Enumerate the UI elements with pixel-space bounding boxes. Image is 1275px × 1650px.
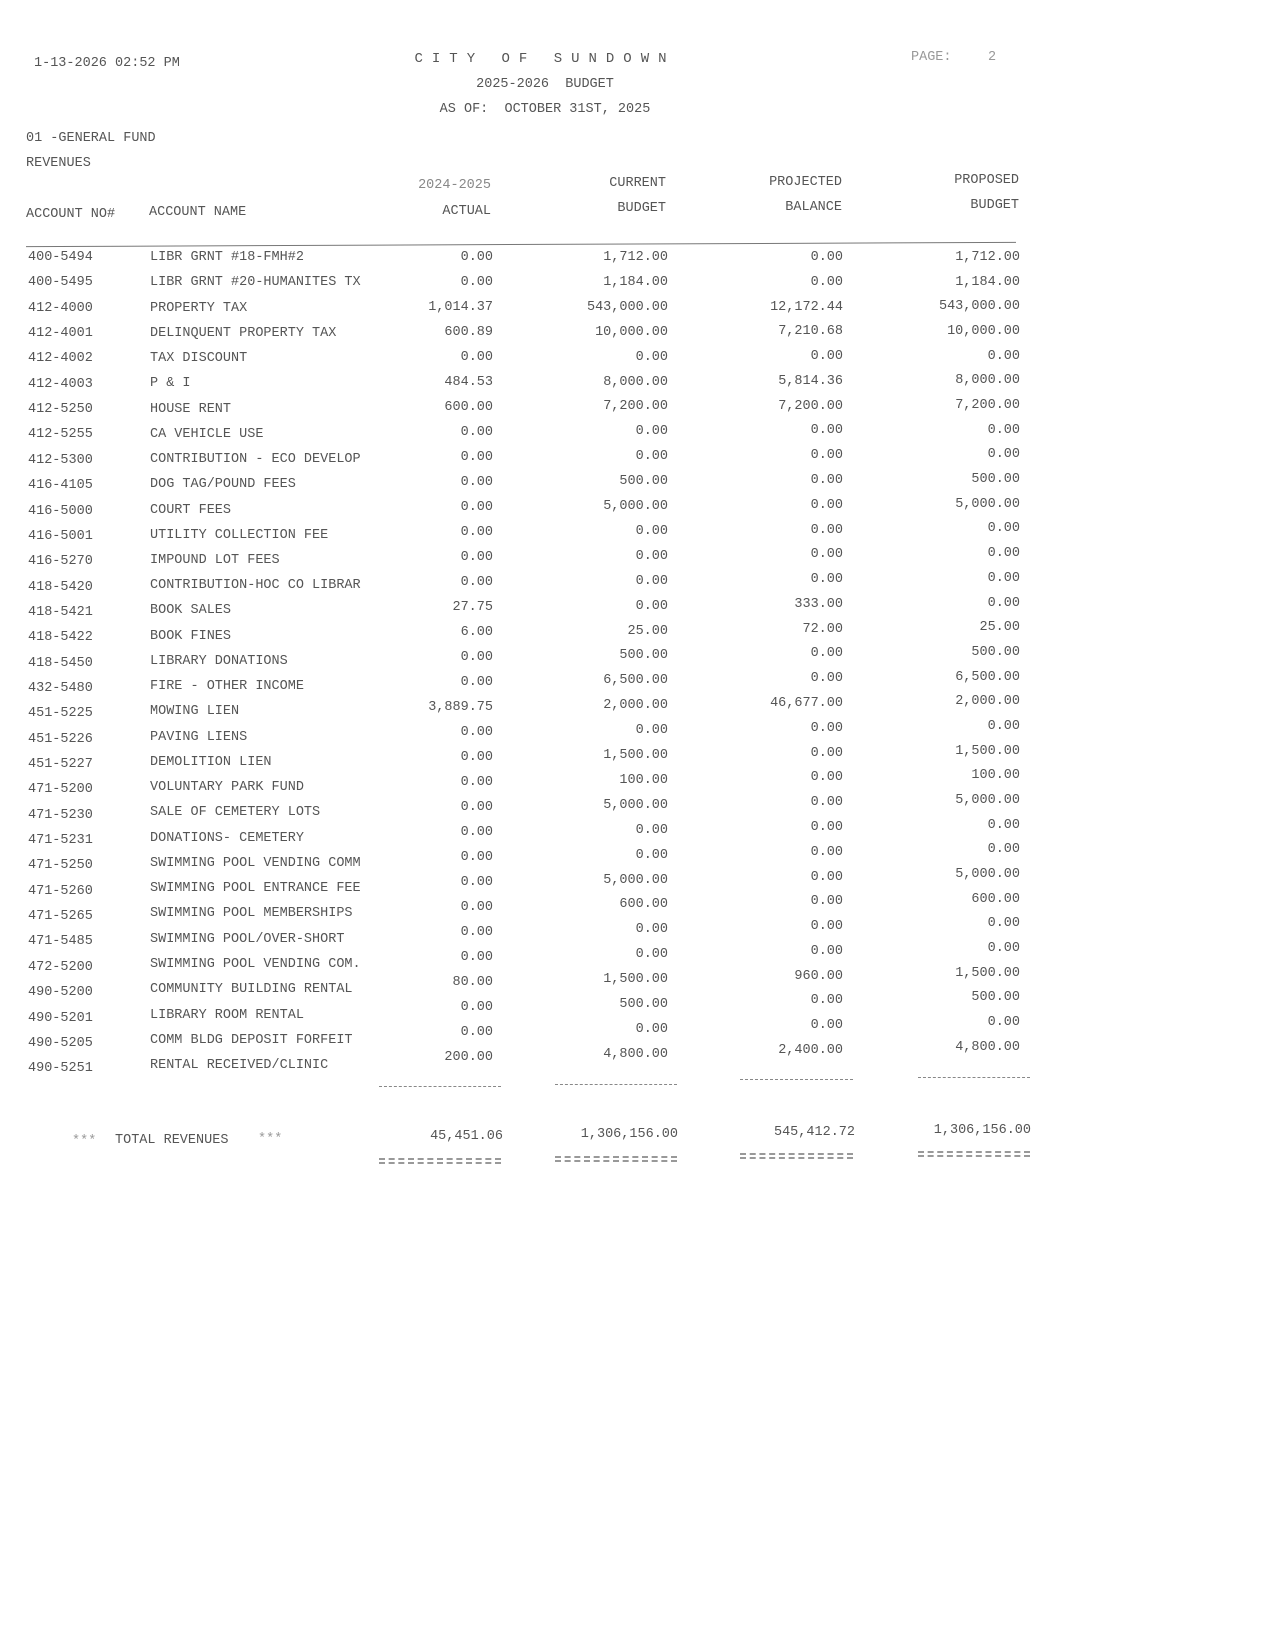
proposed-budget-value: 500.00 [971, 472, 1020, 488]
account-name: SWIMMING POOL/OVER-SHORT [150, 931, 345, 947]
account-no: 451-5226 [28, 731, 93, 747]
proposed-budget-value: 5,000.00 [955, 496, 1020, 512]
actual-value: 600.89 [444, 325, 493, 340]
as-of-date: AS OF: OCTOBER 31ST, 2025 [439, 102, 651, 117]
projected-balance-value: 0.00 [810, 1018, 843, 1034]
account-name: P & I [150, 376, 191, 392]
proposed-budget-value: 1,500.00 [955, 743, 1020, 759]
proposed-budget-value: 0.00 [987, 570, 1020, 586]
projected-balance-value: 0.00 [810, 547, 843, 563]
projected-balance-value: 0.00 [810, 745, 843, 761]
actual-value: 0.00 [460, 950, 493, 965]
current-budget-value: 5,000.00 [603, 499, 668, 514]
actual-value: 0.00 [460, 825, 493, 840]
current-budget-value: 0.00 [635, 523, 668, 539]
account-name: CONTRIBUTION-HOC CO LIBRAR [150, 578, 361, 594]
projected-balance-value: 0.00 [810, 572, 843, 588]
proposed-budget-value: 0.00 [987, 348, 1020, 364]
actual-value: 0.00 [460, 475, 493, 490]
account-name: SWIMMING POOL MEMBERSHIPS [150, 906, 353, 922]
proposed-budget-value: 600.00 [971, 891, 1020, 907]
page-number: 2 [988, 50, 997, 65]
account-name: BOOK SALES [150, 603, 232, 619]
current-budget-value: 100.00 [619, 772, 668, 788]
current-budget-value: 500.00 [619, 474, 668, 490]
projected-balance-value: 0.00 [810, 795, 843, 811]
account-no: 412-5255 [28, 427, 93, 443]
account-no: 400-5495 [28, 275, 93, 291]
actual-value: 6.00 [460, 625, 493, 640]
total-actual: 45,451.06 [430, 1129, 503, 1144]
actual-value: 0.00 [460, 750, 493, 765]
projected-balance-value: 72.00 [802, 621, 843, 637]
current-budget-value: 0.00 [635, 822, 668, 838]
proposed-budget-value: 7,200.00 [955, 398, 1020, 414]
current-budget-value: 25.00 [627, 623, 668, 639]
projected-balance-value: 0.00 [810, 844, 843, 860]
projected-balance-value: 0.00 [810, 274, 843, 290]
actual-value: 200.00 [444, 1049, 493, 1065]
total-projected: 545,412.72 [773, 1125, 855, 1140]
account-no: 416-5000 [28, 503, 93, 519]
projected-balance-value: 0.00 [810, 919, 843, 935]
col-current-budget: BUDGET [617, 201, 666, 216]
projected-balance-value: 0.00 [810, 943, 843, 959]
proposed-budget-value: 6,500.00 [955, 669, 1020, 685]
projected-balance-value: 12,172.44 [770, 299, 843, 315]
account-no: 471-5485 [28, 934, 93, 950]
projected-balance-value: 0.00 [810, 646, 843, 662]
current-total-rule [555, 1156, 677, 1162]
proposed-budget-value: 0.00 [987, 521, 1020, 537]
account-name: FIRE - OTHER INCOME [150, 679, 304, 695]
col-actual: ACTUAL [442, 204, 491, 219]
account-name: LIBR GRNT #18-FMH#2 [150, 250, 304, 265]
current-budget-value: 500.00 [619, 997, 668, 1012]
current-budget-value: 10,000.00 [595, 324, 668, 340]
fund-name: 01 -GENERAL FUND [26, 131, 156, 146]
account-no: 490-5251 [28, 1061, 93, 1077]
account-no: 416-4105 [28, 478, 93, 494]
total-label: TOTAL REVENUES [115, 1133, 229, 1148]
actual-value: 484.53 [444, 375, 493, 390]
current-budget-value: 0.00 [635, 1021, 668, 1037]
projected-balance-value: 0.00 [810, 250, 843, 265]
projected-balance-value: 5,814.36 [778, 373, 843, 389]
current-budget-value: 8,000.00 [603, 374, 668, 390]
col-current: CURRENT [609, 176, 666, 191]
proposed-budget-value: 5,000.00 [955, 867, 1020, 882]
current-budget-value: 0.00 [635, 947, 668, 963]
proposed-budget-value: 0.00 [987, 718, 1020, 734]
account-name: COMMUNITY BUILDING RENTAL [150, 982, 353, 998]
budget-title: 2025-2026 BUDGET [476, 77, 614, 92]
account-name: SWIMMING POOL VENDING COMM [150, 855, 361, 871]
actual-value: 0.00 [460, 775, 493, 790]
account-no: 416-5001 [28, 528, 93, 544]
account-no: 451-5225 [28, 706, 93, 722]
page-label: PAGE: [911, 50, 952, 65]
account-no: 490-5201 [28, 1010, 93, 1026]
actual-value: 0.00 [460, 250, 493, 265]
actual-value: 0.00 [460, 425, 493, 440]
actual-value: 0.00 [460, 1000, 493, 1015]
actual-value: 0.00 [460, 500, 493, 515]
account-name: TAX DISCOUNT [150, 351, 248, 366]
projected-balance-value: 0.00 [810, 349, 843, 365]
current-budget-value: 500.00 [619, 648, 668, 664]
account-no: 451-5227 [28, 757, 93, 772]
account-name: HOUSE RENT [150, 401, 232, 417]
col-account-name: ACCOUNT NAME [149, 205, 247, 220]
projected-balance-value: 0.00 [810, 473, 843, 489]
account-no: 412-4002 [28, 351, 93, 367]
actual-value: 1,014.37 [428, 300, 493, 315]
account-name: SALE OF CEMETERY LOTS [150, 805, 321, 821]
proposed-budget-value: 0.00 [987, 817, 1020, 833]
table-row [0, 274, 1060, 302]
account-name: DEMOLITION LIEN [150, 755, 272, 770]
print-timestamp: 1-13-2026 02:52 PM [34, 56, 180, 71]
proposed-total-rule [918, 1151, 1030, 1157]
current-budget-value: 6,500.00 [603, 673, 668, 689]
account-name: SWIMMING POOL VENDING COM. [150, 956, 361, 972]
account-no: 416-5270 [28, 554, 93, 570]
account-name: DONATIONS- CEMETERY [150, 830, 304, 846]
actual-value: 0.00 [460, 550, 493, 565]
account-name: BOOK FINES [150, 628, 232, 644]
account-name: PROPERTY TAX [150, 300, 248, 316]
account-no: 490-5200 [28, 985, 93, 1001]
current-budget-value: 543,000.00 [586, 299, 668, 315]
actual-value: 0.00 [460, 800, 493, 815]
actual-value: 27.75 [452, 600, 493, 615]
proposed-subtotal-rule [918, 1077, 1030, 1078]
proposed-budget-value: 0.00 [987, 447, 1020, 463]
current-budget-value: 7,200.00 [603, 399, 668, 415]
projected-balance-value: 7,210.68 [778, 324, 843, 340]
actual-value: 80.00 [452, 975, 493, 990]
col-proposed: PROPOSED [954, 173, 1019, 188]
proposed-budget-value: 0.00 [987, 916, 1020, 932]
account-name: VOLUNTARY PARK FUND [150, 780, 304, 796]
proposed-budget-value: 1,184.00 [955, 274, 1020, 290]
projected-balance-value: 0.00 [810, 522, 843, 538]
proposed-budget-value: 0.00 [987, 595, 1020, 611]
proposed-budget-value: 25.00 [979, 620, 1020, 636]
section-title: REVENUES [26, 156, 91, 171]
account-name: PAVING LIENS [150, 729, 248, 745]
actual-value: 0.00 [460, 650, 493, 665]
account-no: 471-5260 [28, 883, 93, 899]
actual-subtotal-rule [379, 1086, 501, 1087]
actual-value: 0.00 [460, 925, 493, 940]
current-budget-value: 5,000.00 [603, 872, 668, 888]
actual-value: 0.00 [460, 275, 493, 290]
account-name: COURT FEES [150, 502, 232, 518]
account-no: 412-5300 [28, 452, 93, 468]
projected-balance-value: 0.00 [810, 448, 843, 464]
current-budget-value: 0.00 [635, 573, 668, 589]
actual-value: 0.00 [460, 1024, 493, 1040]
projected-balance-value: 0.00 [810, 720, 843, 736]
col-projected-balance: BALANCE [785, 200, 842, 215]
projected-balance-value: 333.00 [794, 596, 843, 612]
actual-value: 600.00 [444, 400, 493, 415]
account-name: UTILITY COLLECTION FEE [150, 527, 329, 543]
proposed-budget-value: 2,000.00 [955, 694, 1020, 710]
account-no: 471-5265 [28, 909, 93, 925]
proposed-budget-value: 0.00 [987, 941, 1020, 957]
proposed-budget-value: 0.00 [987, 546, 1020, 562]
account-name: LIBR GRNT #20-HUMANITES TX [150, 275, 361, 291]
current-subtotal-rule [555, 1084, 677, 1085]
proposed-budget-value: 1,500.00 [955, 965, 1020, 981]
current-budget-value: 0.00 [635, 349, 668, 365]
account-name: SWIMMING POOL ENTRANCE FEE [150, 881, 361, 897]
col-proposed-budget: BUDGET [970, 198, 1019, 213]
projected-balance-value: 0.00 [810, 869, 843, 885]
current-budget-value: 0.00 [635, 548, 668, 564]
account-name: CA VEHICLE USE [150, 426, 264, 442]
proposed-budget-value: 500.00 [971, 990, 1020, 1006]
col-actual-year: 2024-2025 [418, 178, 491, 193]
current-budget-value: 0.00 [635, 922, 668, 938]
projected-balance-value: 0.00 [810, 819, 843, 835]
account-no: 490-5205 [28, 1035, 93, 1051]
account-name: LIBRARY DONATIONS [150, 653, 288, 669]
account-no: 418-5422 [28, 630, 93, 646]
account-name: COMM BLDG DEPOSIT FORFEIT [150, 1032, 353, 1048]
account-name: MOWING LIEN [150, 704, 240, 720]
actual-value: 3,889.75 [428, 700, 493, 715]
current-budget-value: 4,800.00 [603, 1046, 668, 1062]
col-projected: PROJECTED [769, 175, 842, 190]
projected-balance-value: 960.00 [794, 968, 843, 984]
proposed-budget-value: 500.00 [971, 644, 1020, 660]
account-no: 412-5250 [28, 402, 93, 418]
proposed-budget-value: 0.00 [987, 842, 1020, 858]
projected-balance-value: 0.00 [810, 993, 843, 1009]
current-budget-value: 2,000.00 [603, 698, 668, 714]
projected-balance-value: 46,677.00 [770, 696, 843, 712]
current-budget-value: 1,184.00 [603, 274, 668, 290]
account-name: LIBRARY ROOM RENTAL [150, 1007, 304, 1023]
account-no: 418-5450 [28, 655, 93, 671]
account-name: RENTAL RECEIVED/CLINIC [150, 1057, 329, 1073]
account-no: 412-4001 [28, 326, 93, 342]
account-no: 471-5200 [28, 782, 93, 798]
projected-balance-value: 0.00 [810, 770, 843, 786]
proposed-budget-value: 4,800.00 [955, 1039, 1020, 1055]
total-proposed: 1,306,156.00 [933, 1123, 1031, 1138]
current-budget-value: 1,500.00 [603, 972, 668, 988]
account-name: DELINQUENT PROPERTY TAX [150, 325, 337, 341]
account-name: IMPOUND LOT FEES [150, 552, 280, 568]
projected-balance-value: 0.00 [810, 423, 843, 439]
actual-value: 0.00 [460, 675, 493, 690]
current-budget-value: 5,000.00 [603, 797, 668, 813]
total-current: 1,306,156.00 [580, 1127, 678, 1142]
account-name: CONTRIBUTION - ECO DEVELOP [150, 452, 361, 467]
actual-value: 0.00 [460, 350, 493, 365]
actual-value: 0.00 [460, 450, 493, 465]
current-budget-value: 0.00 [635, 598, 668, 614]
current-budget-value: 0.00 [635, 723, 668, 739]
projected-total-rule [740, 1153, 853, 1159]
current-budget-value: 0.00 [635, 449, 668, 465]
account-no: 400-5494 [28, 250, 93, 265]
proposed-budget-value: 5,000.00 [955, 792, 1020, 808]
total-stars-right: *** [258, 1132, 283, 1147]
current-budget-value: 600.00 [619, 897, 668, 913]
account-no: 418-5420 [28, 579, 93, 595]
projected-balance-value: 7,200.00 [778, 398, 843, 414]
actual-value: 0.00 [460, 575, 493, 590]
account-no: 471-5231 [28, 833, 93, 849]
account-no: 472-5200 [28, 959, 93, 975]
actual-value: 0.00 [460, 900, 493, 915]
proposed-budget-value: 543,000.00 [938, 299, 1020, 315]
account-no: 432-5480 [28, 680, 93, 696]
projected-balance-value: 0.00 [810, 894, 843, 910]
account-no: 471-5250 [28, 858, 93, 874]
actual-total-rule [379, 1158, 501, 1164]
current-budget-value: 0.00 [635, 847, 668, 863]
total-stars-left: *** [72, 1134, 97, 1149]
proposed-budget-value: 1,712.00 [955, 250, 1020, 265]
col-account-no: ACCOUNT NO# [26, 207, 116, 222]
city-title: CITY OF SUNDOWN [414, 51, 676, 67]
account-no: 418-5421 [28, 604, 93, 620]
header-rule [26, 242, 1016, 247]
proposed-budget-value: 100.00 [971, 768, 1020, 784]
actual-value: 0.00 [460, 725, 493, 740]
actual-value: 0.00 [460, 850, 493, 865]
proposed-budget-value: 0.00 [987, 1015, 1020, 1031]
actual-value: 0.00 [460, 525, 493, 540]
account-no: 412-4003 [28, 376, 93, 392]
projected-balance-value: 0.00 [810, 671, 843, 687]
actual-value: 0.00 [460, 875, 493, 890]
current-budget-value: 1,500.00 [603, 748, 668, 763]
account-name: DOG TAG/POUND FEES [150, 477, 296, 493]
projected-subtotal-rule [740, 1079, 853, 1080]
current-budget-value: 0.00 [635, 424, 668, 440]
projected-balance-value: 2,400.00 [778, 1042, 843, 1058]
proposed-budget-value: 10,000.00 [947, 324, 1020, 340]
projected-balance-value: 0.00 [810, 497, 843, 513]
account-no: 471-5230 [28, 807, 93, 823]
proposed-budget-value: 8,000.00 [955, 373, 1020, 389]
account-no: 412-4000 [28, 300, 93, 316]
table-row [0, 250, 1060, 277]
current-budget-value: 1,712.00 [603, 250, 668, 265]
proposed-budget-value: 0.00 [987, 422, 1020, 438]
